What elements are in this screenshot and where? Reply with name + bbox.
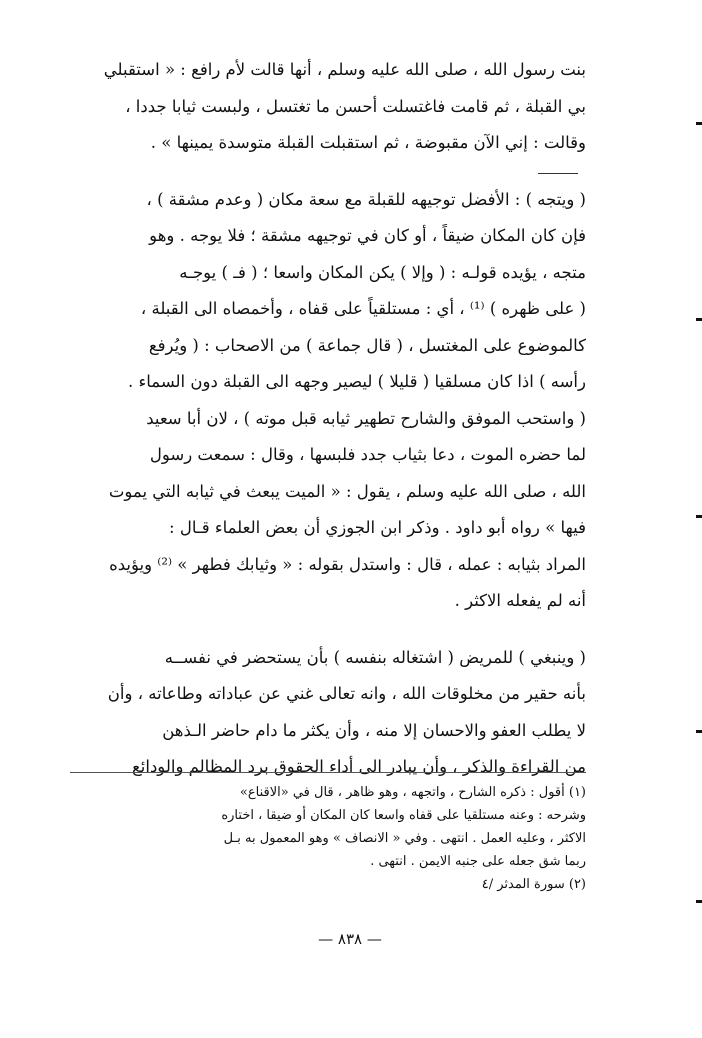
main-text bbox=[68, 52, 586, 786]
text-line: أنه لم يفعله الاكثر . bbox=[454, 591, 586, 610]
edge-mark bbox=[696, 900, 702, 903]
paragraph-2 bbox=[68, 182, 586, 620]
text-line: لما حضره الموت ، دعا بثياب جدد فلبسها ، وقال : سمعت رسول bbox=[149, 445, 586, 464]
section-divider bbox=[538, 173, 578, 174]
text-line: ( على ظهره ) ⁽¹⁾ ، أي : مستلقياً على قفاه ، وأخمصاه الى القبلة ، bbox=[140, 299, 586, 318]
text-line: لا يطلب العفو والاحسان إلا منه ، وأن يكثر ما دام حاضر الـذهن bbox=[162, 720, 586, 740]
paragraph-3 bbox=[68, 640, 586, 786]
footnote-line: ربما شق جعله على جنبه الايمن . انتهى . bbox=[370, 854, 586, 869]
text-line: بأنه حقير من مخلوقات الله ، وانه تعالى غني عن عباداته وطاعاته ، وأن bbox=[107, 684, 586, 703]
text-line: كالموضوع على المغتسل ، ( قال جماعة ) من الاصحاب : ( ويُرفع bbox=[148, 335, 586, 355]
footnotes bbox=[70, 772, 586, 896]
footnote-line: وشرحه : وعنه مستلقيا على قفاه واسعا كان المكان أو ضيقا ، اختاره bbox=[221, 808, 586, 823]
text-line: بي القبلة ، ثم قامت فاغتسلت أحسن ما تغتسل ، ولبست ثيابا جددا ، bbox=[125, 96, 586, 116]
text-line: رأسه ) اذا كان مسلقيا ( قليلا ) ليصير وجهه الى القبلة دون السماء . bbox=[128, 372, 586, 391]
paragraph-gap bbox=[68, 162, 586, 182]
text-line: الله ، صلى الله عليه وسلم ، يقول : « الميت يبعث في ثيابه التي يموت bbox=[108, 481, 586, 501]
footnote-line: (١) أقول : ذكره الشارح ، واتجهه ، وهو ظاهر ، قال في «الاقناع» bbox=[239, 785, 586, 800]
edge-mark bbox=[696, 318, 702, 321]
text-line: بنت رسول الله ، صلى الله عليه وسلم ، أنها قالت لأم رافع : « استقبلي bbox=[103, 60, 586, 79]
text-line: ( ويتجه ) : الأفضل توجيهه للقبلة مع سعة مكان ( وعدم مشقة ) ، bbox=[146, 189, 586, 209]
text-line: ( وينبغي ) للمريض ( اشتغاله بنفسه ) بأن يستحضر في نفســه bbox=[164, 647, 586, 667]
edge-mark bbox=[696, 122, 702, 125]
text-line: المراد بثيابه : عمله ، قال : واستدل بقوله : « وثيابك فطهر » ⁽²⁾ ويؤيده bbox=[109, 554, 586, 574]
text-line: وقالت : إني الآن مقبوضة ، ثم استقبلت القبلة متوسدة يمينها » . bbox=[150, 133, 586, 152]
paragraph-1 bbox=[68, 52, 586, 162]
footnote-line: (٢) سورة المدثر /٤ bbox=[481, 877, 586, 892]
text-line: متجه ، يؤيده قولـه : ( وإلا ) يكن المكان واسعا ؛ ( فـ ) يوجـه bbox=[179, 262, 586, 282]
text-line: من القراءة والذكر ، وأن يبادر الى أداء الحقوق برد المظالم والودائع bbox=[132, 757, 586, 776]
page-number: — ٨٣٨ — bbox=[318, 930, 382, 948]
edge-mark bbox=[696, 515, 702, 518]
footnote-line: الاكثر ، وعليه العمل . انتهى . وفي « الانصاف » وهو المعمول به بـل bbox=[223, 831, 586, 846]
paragraph-gap bbox=[68, 620, 586, 640]
text-line: ( واستحب الموفق والشارح تطهير ثيابه قبل موته ) ، لان أبا سعيد bbox=[146, 408, 586, 428]
edge-mark bbox=[696, 730, 702, 733]
text-line: فيها » رواه أبو داود . وذكر ابن الجوزي أن بعض العلماء قـال : bbox=[169, 518, 586, 537]
text-line: فإن كان المكان ضيقاً ، أو كان في توجيهه مشقة ؛ فلا يوجه . وهو bbox=[149, 226, 586, 245]
